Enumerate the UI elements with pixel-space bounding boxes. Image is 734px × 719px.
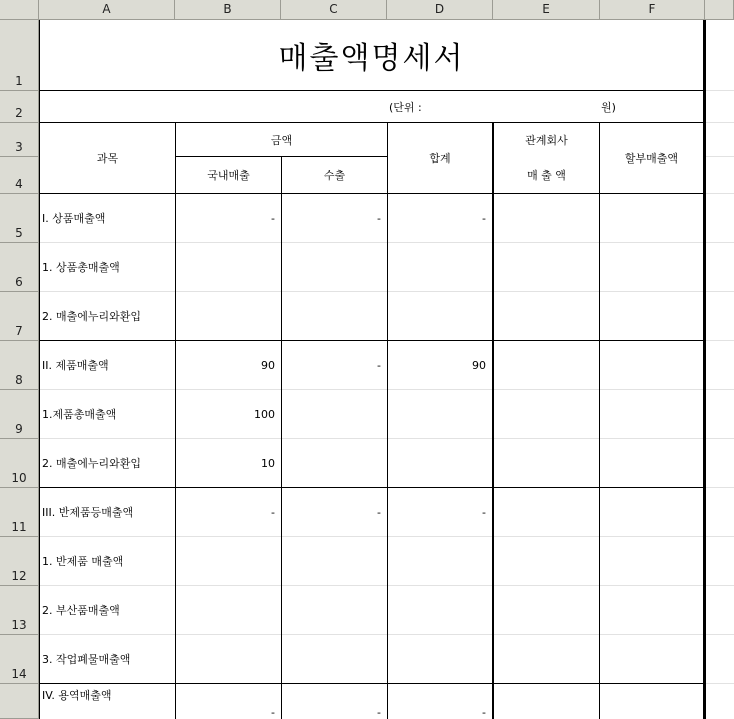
cell-total[interactable]: 90 <box>472 358 486 372</box>
gridline <box>705 389 734 390</box>
row-header-6[interactable]: 6 <box>0 243 39 292</box>
unit-label[interactable]: (단위 : <box>389 100 422 114</box>
column-header-f[interactable]: F <box>600 0 705 20</box>
select-all-corner[interactable] <box>0 0 39 20</box>
cell-total[interactable]: - <box>482 706 486 719</box>
gridline <box>705 156 734 157</box>
gridline <box>705 585 734 586</box>
header-export[interactable]: 수출 <box>323 169 346 182</box>
row-header-8[interactable]: 8 <box>0 341 39 390</box>
gridline <box>705 536 734 537</box>
gridline <box>705 122 734 123</box>
header-subject[interactable]: 과목 <box>96 152 119 165</box>
gridline <box>705 634 734 635</box>
gridline <box>705 487 734 488</box>
cell-domestic[interactable]: - <box>271 706 275 719</box>
row-header-9[interactable]: 9 <box>0 390 39 439</box>
row-header-15[interactable] <box>0 684 39 719</box>
cell-domestic[interactable]: 100 <box>254 407 275 421</box>
cell-domestic[interactable]: 90 <box>261 358 275 372</box>
row-label[interactable]: 1.제품총매출액 <box>42 408 117 421</box>
cell-total[interactable]: - <box>482 505 486 519</box>
cell-domestic[interactable]: - <box>271 505 275 519</box>
row-header-10[interactable]: 10 <box>0 439 39 488</box>
gridline <box>705 683 734 684</box>
row-header-7[interactable]: 7 <box>0 292 39 341</box>
gridline <box>705 340 734 341</box>
table-border <box>703 20 706 719</box>
sheet-grid[interactable] <box>39 20 734 719</box>
column-header-d[interactable]: D <box>387 0 493 20</box>
header-affiliate-line2[interactable]: 매 출 액 <box>527 169 566 182</box>
cell-export[interactable]: - <box>377 706 381 719</box>
row-label[interactable]: 1. 반제품 매출액 <box>42 555 124 568</box>
header-affiliate-line1[interactable]: 관계회사 <box>525 133 568 147</box>
column-header-e[interactable]: E <box>493 0 600 20</box>
row-header-4[interactable]: 4 <box>0 157 39 194</box>
table-border <box>599 122 600 719</box>
gridline <box>705 291 734 292</box>
cell-export[interactable]: - <box>377 505 381 519</box>
gridline <box>705 438 734 439</box>
page-title[interactable]: 매출액명세서 <box>278 41 465 76</box>
unit-suffix[interactable]: 원) <box>601 100 616 114</box>
cell-domestic[interactable]: 10 <box>261 456 275 470</box>
row-header-2[interactable]: 2 <box>0 91 39 123</box>
table-border <box>492 122 494 719</box>
gridline <box>705 242 734 243</box>
row-label[interactable]: 1. 상품총매출액 <box>42 261 120 274</box>
column-header-b[interactable]: B <box>175 0 281 20</box>
header-installment[interactable]: 할부매출액 <box>624 152 679 165</box>
column-header-c[interactable]: C <box>281 0 387 20</box>
row-header-14[interactable]: 14 <box>0 635 39 684</box>
row-header-11[interactable]: 11 <box>0 488 39 537</box>
gridline <box>705 193 734 194</box>
row-label[interactable]: 2. 매출에누리와환입 <box>42 310 141 323</box>
row-header-12[interactable]: 12 <box>0 537 39 586</box>
gridline <box>705 90 734 91</box>
row-header-3[interactable]: 3 <box>0 123 39 157</box>
row-label[interactable]: III. 반제품등매출액 <box>42 506 134 519</box>
row-header-13[interactable]: 13 <box>0 586 39 635</box>
column-header-g[interactable] <box>705 0 734 20</box>
cell-total[interactable]: - <box>482 211 486 225</box>
header-total[interactable]: 합계 <box>429 152 451 165</box>
row-label[interactable]: IV. 용역매출액 <box>42 688 112 702</box>
header-amount[interactable]: 금액 <box>270 133 293 147</box>
row-label[interactable]: Ⅰ. 상품매출액 <box>42 212 106 225</box>
row-header-1[interactable]: 1 <box>0 20 39 91</box>
cell-export[interactable]: - <box>377 211 381 225</box>
header-domestic[interactable]: 국내매출 <box>207 169 250 182</box>
cell-domestic[interactable]: - <box>271 211 275 225</box>
row-label[interactable]: 2. 매출에누리와환입 <box>42 457 141 470</box>
row-label[interactable]: 2. 부산품매출액 <box>42 604 120 617</box>
row-header-5[interactable]: 5 <box>0 194 39 243</box>
row-label[interactable]: II. 제품매출액 <box>42 359 109 372</box>
cell-export[interactable]: - <box>377 358 381 372</box>
row-label[interactable]: 3. 작업폐물매출액 <box>42 653 131 666</box>
column-header-a[interactable]: A <box>39 0 175 20</box>
